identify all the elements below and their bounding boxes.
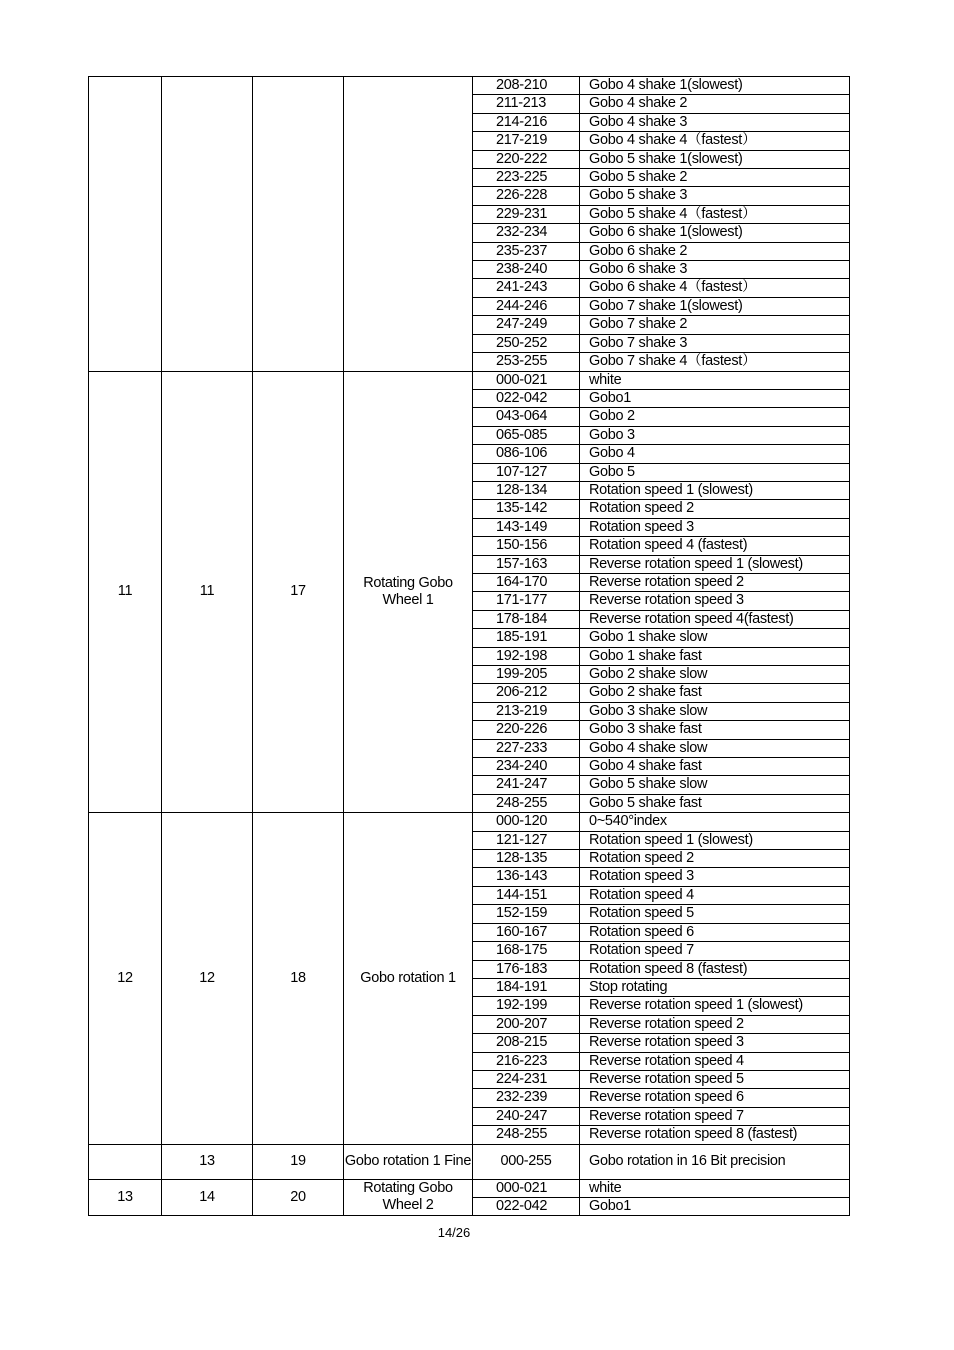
channel-mode-a-cell [89,77,162,372]
channel-mode-a-cell: 12 [89,813,162,1144]
value-description: Gobo rotation in 16 Bit precision [580,1144,850,1179]
dmx-value-range: 192-199 [473,997,580,1015]
channel-mode-a-cell: 11 [89,371,162,813]
value-description: Reverse rotation speed 7 [580,1107,850,1125]
value-description: Rotation speed 3 [580,518,850,536]
channel-mode-b-cell [162,77,253,372]
value-description: Gobo 6 shake 1(slowest) [580,224,850,242]
value-description: Gobo 5 shake slow [580,776,850,794]
value-description: Gobo 2 shake slow [580,666,850,684]
dmx-value-range: 240-247 [473,1107,580,1125]
channel-mode-a-cell [89,1144,162,1179]
value-description: Gobo 7 shake 3 [580,334,850,352]
dmx-value-range: 232-234 [473,224,580,242]
dmx-value-range: 022-042 [473,1197,580,1215]
dmx-value-range: 086-106 [473,445,580,463]
dmx-value-range: 157-163 [473,555,580,573]
table-row [89,371,850,389]
value-description: Reverse rotation speed 3 [580,592,850,610]
value-description: Rotation speed 8 (fastest) [580,960,850,978]
value-description: Gobo 6 shake 2 [580,242,850,260]
dmx-value-range: 232-239 [473,1089,580,1107]
dmx-value-range: 160-167 [473,923,580,941]
value-description: Reverse rotation speed 4(fastest) [580,610,850,628]
function-cell: Gobo rotation 1 Fine [344,1144,473,1179]
value-description: Gobo 4 shake slow [580,739,850,757]
dmx-value-range: 152-159 [473,905,580,923]
dmx-value-range: 000-255 [473,1144,580,1179]
dmx-value-range: 206-212 [473,684,580,702]
value-description: Gobo 4 [580,445,850,463]
channel-mode-c-cell: 20 [253,1179,344,1216]
dmx-value-range: 143-149 [473,518,580,536]
dmx-value-range: 199-205 [473,666,580,684]
value-description: Gobo 3 shake slow [580,702,850,720]
value-description: white [580,1179,850,1197]
value-description: Gobo 2 shake fast [580,684,850,702]
value-description: Gobo 4 shake fast [580,758,850,776]
dmx-value-range: 184-191 [473,978,580,996]
dmx-value-range: 241-243 [473,279,580,297]
value-description: Rotation speed 2 [580,500,850,518]
channel-mode-b-cell: 11 [162,371,253,813]
dmx-value-range: 238-240 [473,261,580,279]
function-cell: Rotating Gobo Wheel 2 [344,1179,473,1216]
channel-mode-c-cell: 17 [253,371,344,813]
value-description: Reverse rotation speed 1 (slowest) [580,555,850,573]
value-description: Rotation speed 3 [580,868,850,886]
dmx-value-range: 107-127 [473,463,580,481]
channel-mode-c-cell: 18 [253,813,344,1144]
dmx-value-range: 150-156 [473,537,580,555]
value-description: Gobo1 [580,389,850,407]
table-row [89,77,850,95]
value-description: Rotation speed 7 [580,942,850,960]
dmx-value-range: 121-127 [473,831,580,849]
value-description: Rotation speed 1 (slowest) [580,481,850,499]
dmx-value-range: 144-151 [473,886,580,904]
dmx-value-range: 178-184 [473,610,580,628]
value-description: Reverse rotation speed 6 [580,1089,850,1107]
table-row [89,813,850,831]
value-description: Gobo 3 shake fast [580,721,850,739]
channel-mode-b-cell: 14 [162,1179,253,1216]
dmx-value-range: 208-215 [473,1034,580,1052]
value-description: 0~540°index [580,813,850,831]
value-description: Reverse rotation speed 1 (slowest) [580,997,850,1015]
dmx-value-range: 217-219 [473,132,580,150]
value-description: Reverse rotation speed 3 [580,1034,850,1052]
dmx-value-range: 136-143 [473,868,580,886]
dmx-value-range: 250-252 [473,334,580,352]
dmx-value-range: 000-120 [473,813,580,831]
value-description: Stop rotating [580,978,850,996]
dmx-value-range: 208-210 [473,77,580,95]
value-description: Reverse rotation speed 8 (fastest) [580,1126,850,1144]
value-description: Gobo 4 shake 4（fastest） [580,132,850,150]
dmx-value-range: 227-233 [473,739,580,757]
value-description: Rotation speed 5 [580,905,850,923]
dmx-value-range: 022-042 [473,389,580,407]
value-description: Rotation speed 1 (slowest) [580,831,850,849]
value-description: Reverse rotation speed 5 [580,1070,850,1088]
value-description: Gobo 2 [580,408,850,426]
value-description: Gobo 4 shake 3 [580,113,850,131]
channel-mode-c-cell: 19 [253,1144,344,1179]
dmx-value-range: 168-175 [473,942,580,960]
dmx-channel-table [88,76,850,1216]
value-description: Gobo 5 shake fast [580,794,850,812]
value-description: Reverse rotation speed 4 [580,1052,850,1070]
value-description: Gobo 5 shake 4（fastest） [580,205,850,223]
dmx-value-range: 065-085 [473,426,580,444]
dmx-value-range: 171-177 [473,592,580,610]
value-description: Rotation speed 4 [580,886,850,904]
dmx-value-range: 214-216 [473,113,580,131]
dmx-value-range: 220-222 [473,150,580,168]
dmx-value-range: 176-183 [473,960,580,978]
value-description: Gobo 6 shake 4（fastest） [580,279,850,297]
dmx-value-range: 185-191 [473,629,580,647]
value-description: Gobo 5 shake 2 [580,169,850,187]
value-description: Gobo 4 shake 2 [580,95,850,113]
dmx-value-range: 226-228 [473,187,580,205]
value-description: Gobo 7 shake 4（fastest） [580,353,850,371]
dmx-value-range: 000-021 [473,371,580,389]
value-description: Gobo 5 shake 1(slowest) [580,150,850,168]
dmx-value-range: 223-225 [473,169,580,187]
value-description: Rotation speed 6 [580,923,850,941]
dmx-value-range: 234-240 [473,758,580,776]
dmx-value-range: 241-247 [473,776,580,794]
value-description: Gobo 7 shake 1(slowest) [580,297,850,315]
value-description: Gobo 4 shake 1(slowest) [580,77,850,95]
dmx-value-range: 128-134 [473,481,580,499]
value-description: Gobo 7 shake 2 [580,316,850,334]
dmx-value-range: 192-198 [473,647,580,665]
dmx-value-range: 200-207 [473,1015,580,1033]
value-description: Gobo 5 [580,463,850,481]
table-row [89,1144,850,1179]
dmx-value-range: 235-237 [473,242,580,260]
dmx-value-range: 224-231 [473,1070,580,1088]
value-description: Gobo 1 shake fast [580,647,850,665]
dmx-value-range: 128-135 [473,850,580,868]
value-description: Gobo 3 [580,426,850,444]
page-number: 14/26 [437,1225,471,1240]
dmx-value-range: 253-255 [473,353,580,371]
value-description: Gobo 5 shake 3 [580,187,850,205]
function-cell: Rotating Gobo Wheel 1 [344,371,473,813]
dmx-value-range: 211-213 [473,95,580,113]
dmx-value-range: 000-021 [473,1179,580,1197]
channel-mode-b-cell: 12 [162,813,253,1144]
value-description: Gobo1 [580,1197,850,1215]
dmx-value-range: 216-223 [473,1052,580,1070]
value-description: Reverse rotation speed 2 [580,1015,850,1033]
function-cell: Gobo rotation 1 [344,813,473,1144]
dmx-value-range: 248-255 [473,1126,580,1144]
value-description: Gobo 1 shake slow [580,629,850,647]
table-row [89,1179,850,1197]
function-cell [344,77,473,372]
dmx-value-range: 247-249 [473,316,580,334]
value-description: Rotation speed 2 [580,850,850,868]
value-description: white [580,371,850,389]
dmx-value-range: 135-142 [473,500,580,518]
dmx-value-range: 229-231 [473,205,580,223]
dmx-value-range: 220-226 [473,721,580,739]
dmx-value-range: 164-170 [473,573,580,591]
dmx-value-range: 213-219 [473,702,580,720]
channel-mode-b-cell: 13 [162,1144,253,1179]
channel-mode-c-cell [253,77,344,372]
value-description: Reverse rotation speed 2 [580,573,850,591]
value-description: Gobo 6 shake 3 [580,261,850,279]
channel-mode-a-cell: 13 [89,1179,162,1216]
dmx-value-range: 043-064 [473,408,580,426]
dmx-value-range: 244-246 [473,297,580,315]
value-description: Rotation speed 4 (fastest) [580,537,850,555]
dmx-value-range: 248-255 [473,794,580,812]
